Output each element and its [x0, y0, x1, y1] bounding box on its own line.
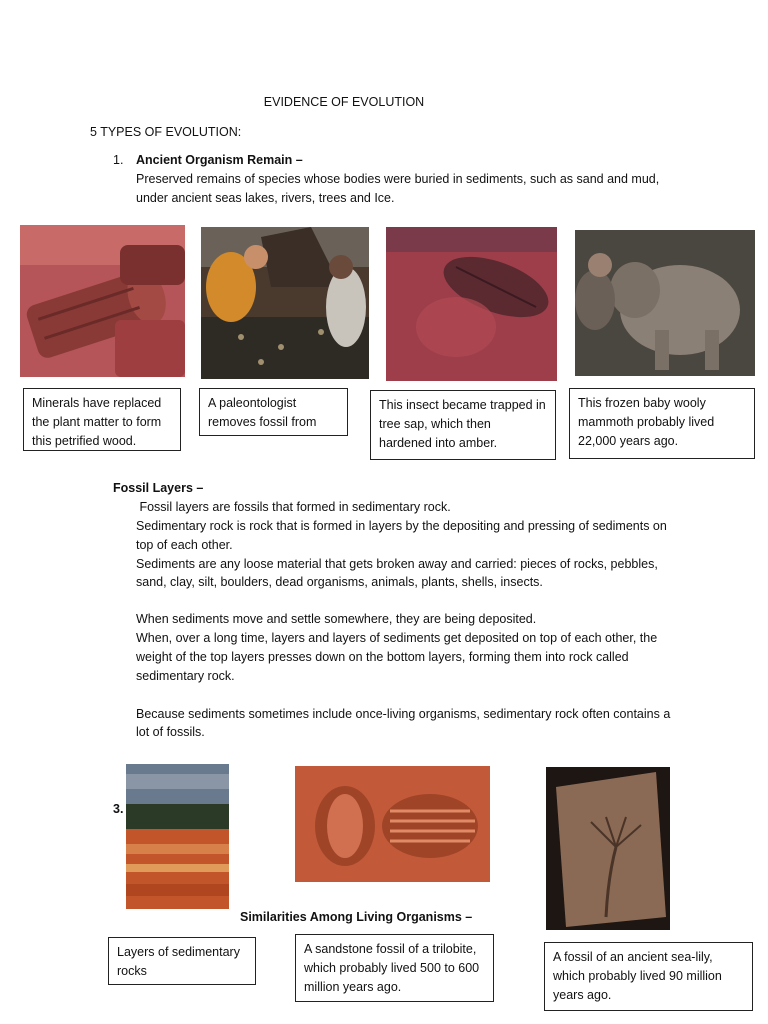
section3-number: 3.: [113, 802, 124, 816]
page-title: EVIDENCE OF EVOLUTION: [263, 95, 425, 109]
section1-heading: Ancient Organism Remain –: [136, 153, 303, 167]
sea-lily-fossil-photo: [546, 767, 670, 930]
section1-line: Preserved remains of species whose bodies were buried in sediments, such as sand and mud,: [136, 172, 660, 186]
section2-line: When, over a long time, layers and layers of sediments get deposited on top of each other, the: [136, 631, 658, 645]
paleontologist-photo: [201, 227, 369, 379]
section2-line: When sediments move and settle somewhere, they are being deposited.: [136, 612, 537, 626]
types-heading: 5 TYPES OF EVOLUTION:: [90, 125, 242, 139]
amber-insect-photo: [386, 227, 557, 381]
section2-line: Fossil layers are fossils that formed in sedimentary rock.: [136, 500, 451, 514]
section2-line: Sediments are any loose material that gets broken away and carried: pieces of rocks, pebbles,: [136, 557, 658, 571]
caption-paleontologist: A paleontologist removes fossil from: [199, 388, 348, 436]
wooly-mammoth-photo: [575, 230, 755, 376]
section2-line: sedimentary rock.: [136, 669, 235, 683]
section2-line: sand, clay, silt, boulders, dead organisms, animals, plants, shells, insects.: [136, 575, 543, 589]
section2-line: weight of the top layers presses down on the bottom layers, forming them into rock called: [136, 650, 629, 664]
caption-trilobite: A sandstone fossil of a trilobite, which probably lived 500 to 600 million years ago.: [295, 934, 494, 1002]
caption-petrified-wood: Minerals have replaced the plant matter to form this petrified wood.: [23, 388, 181, 451]
section1-line: under ancient seas lakes, rivers, trees and Ice.: [136, 191, 395, 205]
trilobite-fossil-photo: [295, 766, 490, 882]
caption-sea-lily: A fossil of an ancient sea-lily, which probably lived 90 million years ago.: [544, 942, 753, 1011]
sedimentary-rock-layers-photo: [126, 764, 229, 909]
section1-number: 1.: [113, 153, 124, 167]
petrified-wood-photo: [20, 225, 185, 377]
caption-sedimentary-rocks: Layers of sedimentary rocks: [108, 937, 256, 985]
section2-line: Because sediments sometimes include once-living organisms, sedimentary rock often contains a: [136, 707, 671, 721]
section2-line: Sedimentary rock is rock that is formed in layers by the depositing and pressing of sediments on: [136, 519, 667, 533]
section2-line: top of each other.: [136, 538, 233, 552]
section2-heading: Fossil Layers –: [113, 481, 204, 495]
section3-heading: Similarities Among Living Organisms –: [240, 910, 473, 924]
section2-line: lot of fossils.: [136, 725, 205, 739]
caption-wooly-mammoth: This frozen baby wooly mammoth probably lived 22,000 years ago.: [569, 388, 755, 459]
caption-amber-insect: This insect became trapped in tree sap, which then hardened into amber.: [370, 390, 556, 460]
